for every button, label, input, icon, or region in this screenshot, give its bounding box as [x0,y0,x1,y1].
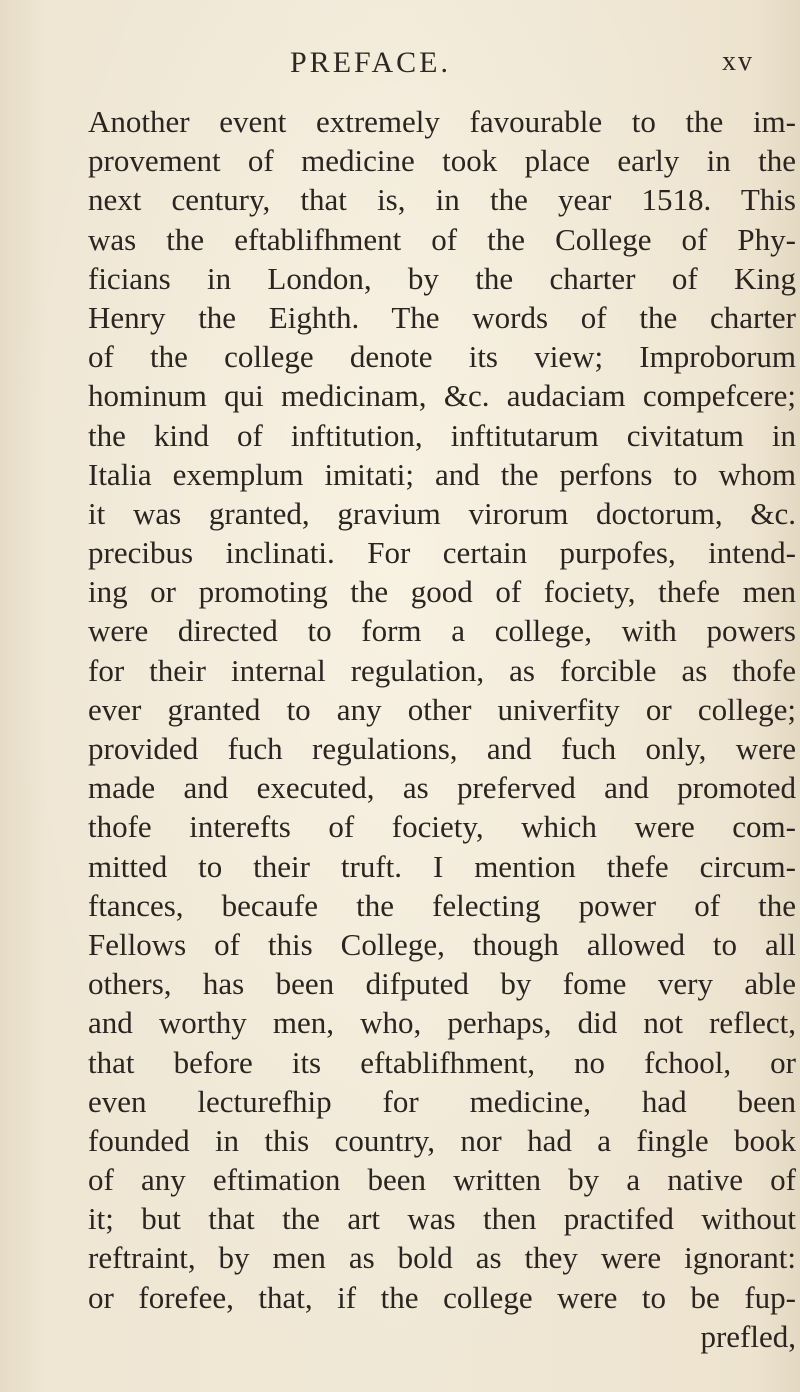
text-line-29: it; but that the art was then practifed without [88,1201,796,1237]
text-line-31: or forefee, that, if the college were to be fup- [88,1279,796,1315]
catchword-line: prefled, [700,1318,796,1354]
text-line-4: was the eftablifhment of the College of Phy- [88,221,796,257]
text-line-23: others, has been difputed by fome very able [88,966,796,1002]
text-line-15: for their internal regulation, as forcible as thofe [88,652,796,688]
text-line-5: ficians in London, by the charter of King [88,260,796,296]
body-text [88,102,796,1356]
text-line-6: Henry the Eighth. The words of the charter [88,299,796,335]
text-line-10: Italia exemplum imitati; and the perfons to whom [88,456,796,492]
text-line-21: ftances, becaufe the felecting power of the [88,887,796,923]
text-line-9: the kind of inftitution, inftitutarum civitatum in [88,417,796,453]
text-line-18: made and executed, as preferved and promoted [88,770,796,806]
text-line-11: it was granted, gravium virorum doctorum, &c. [88,495,796,531]
page-number: xv [722,46,754,77]
text-line-19: thofe interefts of fociety, which were com- [88,809,796,845]
text-line-30: reftraint, by men as bold as they were ignorant: [88,1240,796,1276]
text-line-25: that before its eftablifhment, no fchool, or [88,1044,796,1080]
text-line-20: mitted to their truft. I mention thefe circum- [88,848,796,884]
text-line-14: were directed to form a college, with powers [88,613,796,649]
text-line-8: hominum qui medicinam, &c. audaciam compefcere; [88,378,796,414]
text-line-1: Another event extremely favourable to the im- [88,104,796,139]
text-line-28: of any eftimation been written by a native of [88,1162,796,1198]
text-line-3: next century, that is, in the year 1518. This [88,182,796,218]
text-line-26: even lecturefhip for medicine, had been [88,1083,796,1119]
text-line-17: provided fuch regulations, and fuch only, were [88,731,796,766]
text-line-2: provement of medicine took place early in the [88,143,796,179]
text-line-12: precibus inclinati. For certain purpofes, intend- [88,535,796,571]
text-line-13: ing or promoting the good of fociety, thefe men [88,574,796,610]
text-line-24: and worthy men, who, perhaps, did not reflect, [88,1005,796,1041]
text-line-22: Fellows of this College, though allowed to all [88,926,796,962]
text-line-27: founded in this country, nor had a fingle book [88,1122,796,1158]
running-title: PREFACE. [290,46,451,79]
running-head [0,46,800,86]
text-line-7: of the college denote its view; Improborum [88,339,796,375]
text-line-16: ever granted to any other univerfity or college; [88,691,796,727]
